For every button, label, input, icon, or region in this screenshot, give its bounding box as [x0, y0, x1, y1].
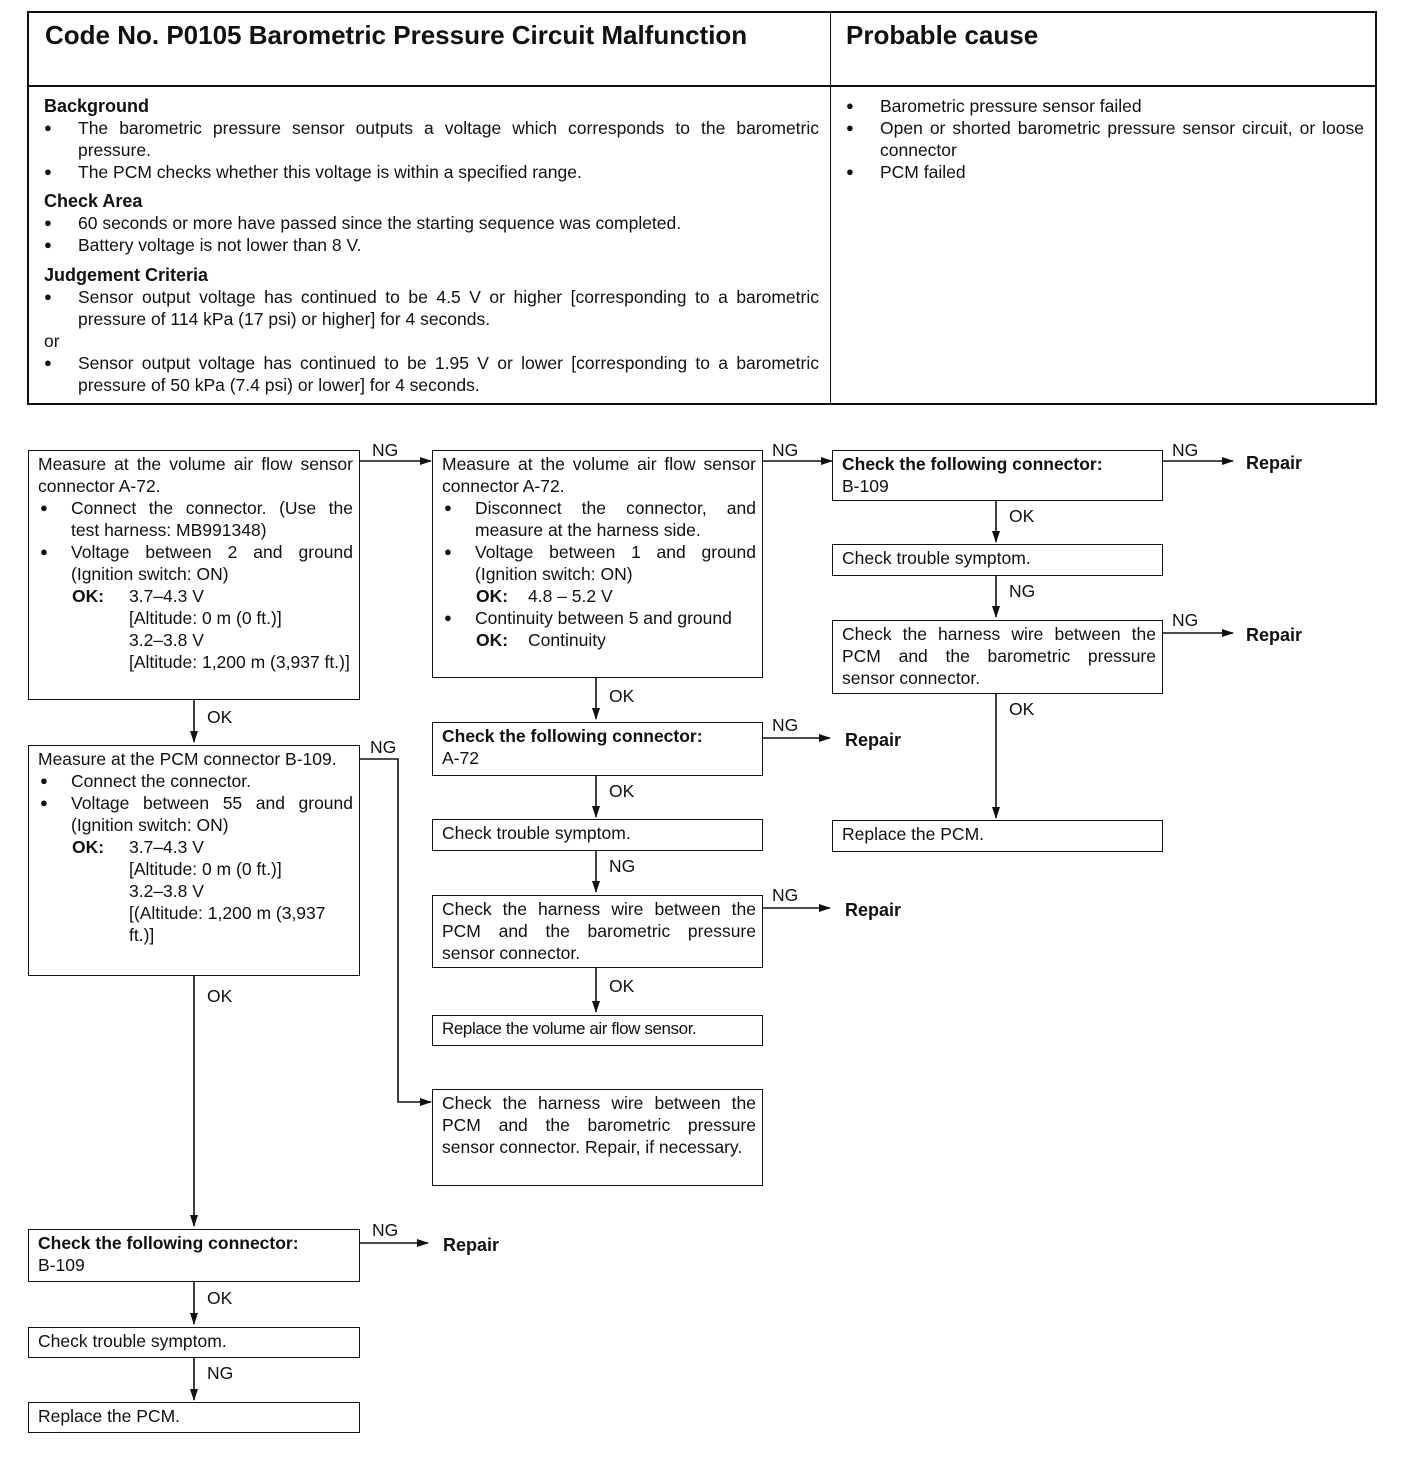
ok-value: Continuity: [528, 630, 606, 650]
step-check-trouble-symptom: [28, 1327, 360, 1358]
ok-spec: [442, 629, 756, 651]
step-text: Replace the volume air flow sensor.: [442, 1019, 697, 1038]
ok-value: 3.7–4.3 V: [129, 586, 204, 606]
ng-label: NG: [609, 856, 636, 876]
step-text: Check the harness wire between the PCM and the barometric pressure sensor connector.: [842, 624, 1156, 688]
ok-label: OK: [609, 976, 635, 996]
ng-label: NG: [372, 1220, 399, 1240]
step-title: Check the following connector:: [842, 454, 1103, 474]
ng-label: NG: [1172, 610, 1199, 630]
ng-label: NG: [207, 1363, 234, 1383]
step-text: Replace the PCM.: [842, 824, 985, 844]
ok-value: [Altitude: 1,200 m (3,937 ft.)]: [129, 652, 350, 672]
ng-label: NG: [1172, 440, 1199, 460]
repair-label: Repair: [845, 730, 902, 750]
ok-spec: [442, 585, 756, 607]
step-text: Check the harness wire between the PCM and the barometric pressure sensor connector.: [442, 899, 756, 963]
step-item: ● Continuity between 5 and ground: [442, 607, 756, 629]
ng-label: NG: [370, 737, 397, 757]
ok-label: OK: [207, 707, 233, 727]
repair-label: Repair: [443, 1235, 500, 1255]
ok-label: OK: [609, 781, 635, 801]
step-check-connector-b109-right: [832, 450, 1163, 501]
judgement-item: ● Sensor output voltage has continued to be 4.5 V or higher [corresponding to a barometric pressure of 114 kPa (17 psi) or higher] for 4 seconds.: [44, 286, 819, 330]
ng-label: NG: [772, 715, 799, 735]
step-item: ● Voltage between 1 and ground (Ignition switch: ON): [442, 541, 756, 585]
probable-cause-item: ● Barometric pressure sensor failed: [846, 95, 1364, 117]
ok-spec: [38, 836, 353, 858]
step-item: ● Connect the connector.: [38, 770, 353, 792]
step-item: ● Voltage between 55 and ground (Ignition switch: ON): [38, 792, 353, 836]
step-item: ● Disconnect the connector, and measure at the harness side.: [442, 497, 756, 541]
background-item: ● The barometric pressure sensor outputs a voltage which corresponds to the barometric pressure.: [44, 117, 819, 161]
step-measure-vaf-harness: [432, 450, 763, 678]
ok-value: [Altitude: 0 m (0 ft.)]: [129, 859, 282, 879]
step-check-harness-wire-repair: [432, 1089, 763, 1186]
judgement-item: ● Sensor output voltage has continued to be 1.95 V or lower [corresponding to a barometric pressure of 50 kPa (7.4 psi) or lower] for 4 seconds.: [44, 352, 819, 396]
step-intro: Measure at the volume air flow sensor connector A-72.: [38, 454, 353, 496]
judgement-or: or: [44, 331, 60, 351]
step-title: Check the following connector:: [38, 1233, 299, 1253]
step-intro: Measure at the volume air flow sensor connector A-72.: [442, 454, 756, 496]
background-heading: Background: [44, 96, 150, 116]
ok-spec: [38, 585, 353, 607]
probable-cause-item: ● Open or shorted barometric pressure sensor circuit, or loose connector: [846, 117, 1364, 161]
ok-value: [(Altitude: 1,200 m (3,937 ft.)]: [129, 903, 326, 945]
ok-value: [Altitude: 0 m (0 ft.)]: [129, 608, 282, 628]
step-check-trouble-symptom: [432, 819, 763, 851]
ok-key: OK:: [72, 837, 105, 857]
probable-cause-item: ● PCM failed: [846, 161, 1364, 183]
step-replace-pcm: [28, 1402, 360, 1433]
step-title: Check the following connector:: [442, 726, 703, 746]
ng-label: NG: [372, 440, 399, 460]
ok-label: OK: [207, 986, 233, 1006]
step-check-harness-wire: [432, 895, 763, 968]
connector-id: B-109: [38, 1255, 85, 1275]
ok-value: 3.2–3.8 V: [129, 881, 204, 901]
step-item: ● Connect the connector. (Use the test harness: MB991348): [38, 497, 353, 541]
ok-label: OK: [1009, 506, 1035, 526]
ok-key: OK:: [476, 630, 509, 650]
step-text: Check the harness wire between the PCM and the barometric pressure sensor connector. Repair, if necessary.: [442, 1093, 756, 1157]
ng-label: NG: [1009, 581, 1036, 601]
step-check-connector-b109: [28, 1229, 360, 1282]
step-text: Replace the PCM.: [38, 1406, 181, 1426]
judgement-heading: Judgement Criteria: [44, 265, 209, 285]
ok-label: OK: [207, 1288, 233, 1308]
ok-key: OK:: [72, 586, 105, 606]
connector-id: B-109: [842, 476, 889, 496]
ok-label: OK: [609, 686, 635, 706]
code-title: Code No. P0105 Barometric Pressure Circuit Malfunction: [45, 20, 748, 50]
ok-key: OK:: [476, 586, 509, 606]
probable-cause-title: Probable cause: [846, 20, 1039, 50]
ng-label: NG: [772, 885, 799, 905]
step-replace-vaf-sensor: [432, 1015, 763, 1046]
ok-label: OK: [1009, 699, 1035, 719]
ok-value: 3.7–4.3 V: [129, 837, 204, 857]
step-item: ● Voltage between 2 and ground (Ignition switch: ON): [38, 541, 353, 585]
step-measure-pcm-connector: [28, 745, 360, 976]
step-check-trouble-symptom: [832, 544, 1163, 576]
repair-label: Repair: [1246, 453, 1303, 473]
ng-label: NG: [772, 440, 799, 460]
step-check-harness-wire: [832, 620, 1163, 694]
background-item: ● The PCM checks whether this voltage is within a specified range.: [44, 161, 819, 183]
step-check-connector-a72: [432, 722, 763, 776]
ok-value: 3.2–3.8 V: [129, 630, 204, 650]
step-text: Check trouble symptom.: [842, 548, 1031, 568]
ok-value: 4.8 – 5.2 V: [528, 586, 613, 606]
step-measure-vaf-connector: [28, 450, 360, 700]
step-text: Check trouble symptom.: [38, 1331, 227, 1351]
check-area-item: ● Battery voltage is not lower than 8 V.: [44, 234, 819, 256]
step-intro: Measure at the PCM connector B-109.: [38, 749, 337, 769]
check-area-item: ● 60 seconds or more have passed since the starting sequence was completed.: [44, 212, 819, 234]
step-text: Check trouble symptom.: [442, 823, 631, 843]
repair-label: Repair: [845, 900, 902, 920]
check-area-heading: Check Area: [44, 191, 143, 211]
repair-label: Repair: [1246, 625, 1303, 645]
step-replace-pcm: [832, 820, 1163, 852]
connector-id: A-72: [442, 748, 479, 768]
